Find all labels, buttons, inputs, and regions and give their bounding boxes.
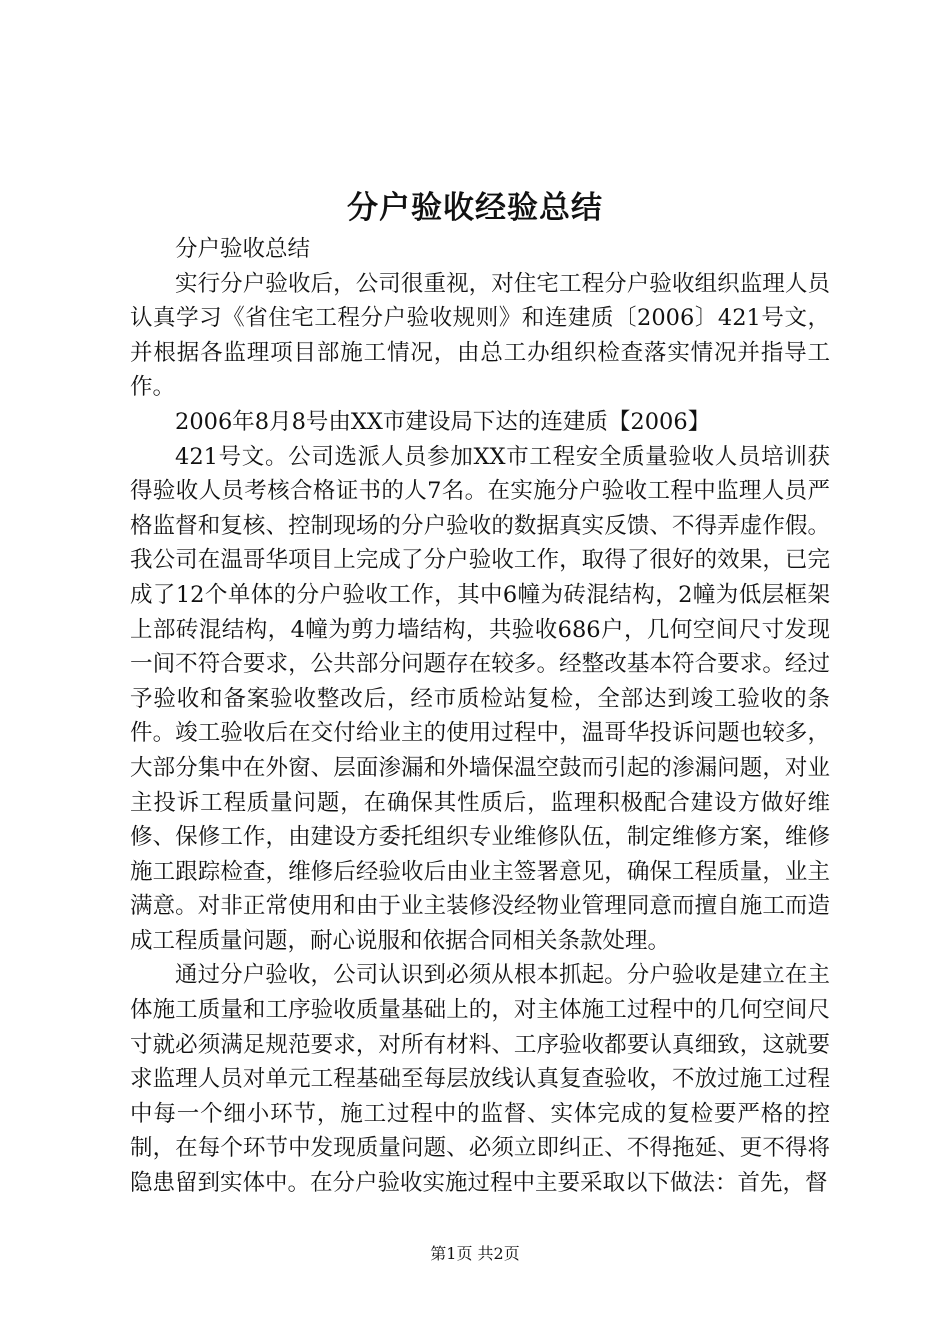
paragraph-notice: 2006年8月8号由XX市建设局下达的连建质【2006】 [175, 408, 711, 435]
document-body [130, 232, 830, 1201]
paragraph-subtitle: 分户验收总结 [175, 236, 311, 262]
page-number-footer: 第1页 共2页 [430, 1244, 520, 1263]
document-title: 分户验收经验总结 [347, 190, 603, 226]
paragraph-details: 421号文。公司选派人员参加XX市工程安全质量验收人员培训获得验收人员考核合格证书的人7名。在实施分户验收工程中监理人员严格监督和复核、控制现场的分户验收的数据真实反馈、不得弄虚作假。我公司在温哥华项目上完成了分户验收工作，取得了很好的效果，已完成了12个单体的分户验收工作，其中6幢为砖混结构，2幢为低层框架上部砖混结构，4幢为剪力墙结构，共验收686户，几何空间尺寸发现一间不符合要求，公共部分问题存在较多。经整改基本符合要求。经过予验收和备案验收整改后，经市质检站复检，全部达到竣工验收的条件。竣工验收后在交付给业主的使用过程中，温哥华投诉问题也较多，大部分集中在外窗、层面渗漏和外墙保温空鼓而引起的渗漏问题，对业主投诉工程质量问题，在确保其性质后，监理积极配合建设方做好维修、保修工作，由建设方委托组织专业维修队伍，制定维修方案，维修施工跟踪检查，维修后经验收后由业主签署意见，确保工程质量，业主满意。对非正常使用和由于业主装修没经物业管理同意而擅自施工而造成工程质量问题，耐心说服和依据合同相关条款处理。 [130, 443, 830, 954]
paragraph-intro: 实行分户验收后，公司很重视，对住宅工程分户验收组织监理人员认真学习《省住宅工程分户验收规则》和连建质〔2006〕421号文，并根据各监理项目部施工情况，由总工办组织检查落实情况并指导工作。 [130, 270, 830, 401]
paragraph-conclusion: 通过分户验收，公司认识到必须从根本抓起。分户验收是建立在主体施工质量和工序验收质量基础上的，对主体施工过程中的几何空间尺寸就必须满足规范要求，对所有材料、工序验收都要认真细致，这就要求监理人员对单元工程基础至每层放线认真复查验收，不放过施工过程中每一个细小环节，施工过程中的监督、实体完成的复检要严格的控制，在每个环节中发现质量问题、必须立即纠正、不得拖延、更不得将隐患留到实体中。在分户验收实施过程中主要采取以下做法：首先，督 [130, 962, 830, 1197]
